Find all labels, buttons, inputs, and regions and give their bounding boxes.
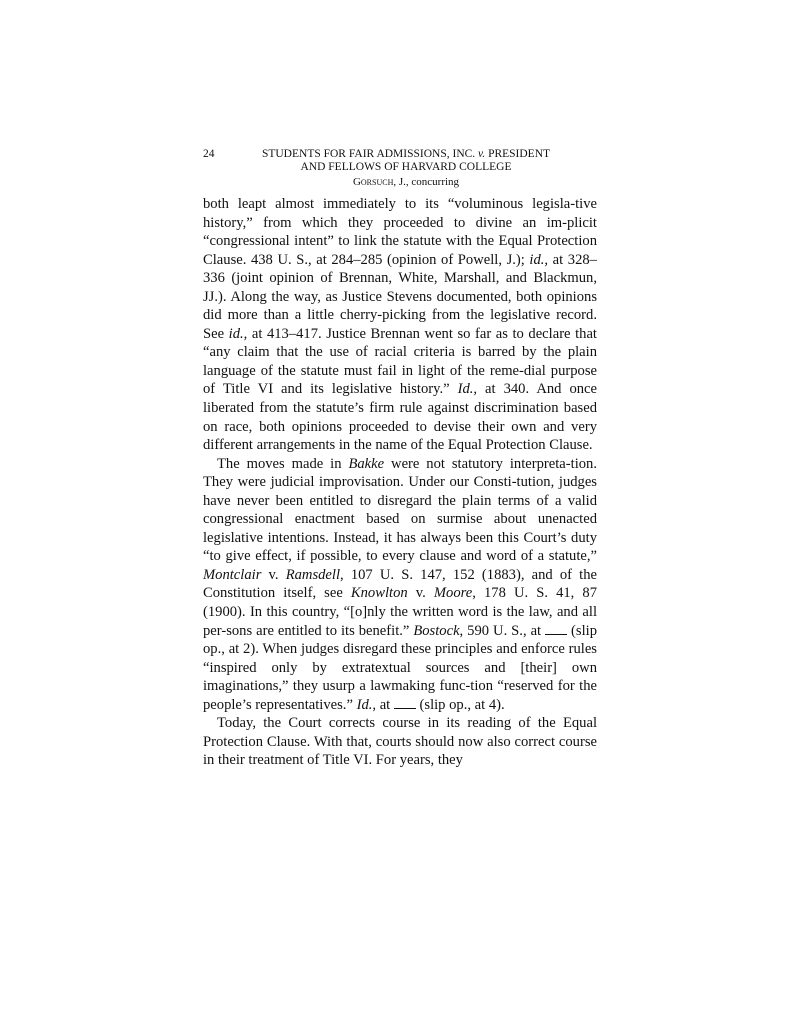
running-header — [203, 148, 597, 189]
case-title-line2: AND FELLOWS OF HARVARD COLLEGE — [300, 161, 512, 173]
paragraph-3: Today, the Court corrects course in its reading of the Equal Protection Clause. With that, courts should now also correct course in their treatment of Title VI. For years, they — [203, 715, 597, 769]
paragraph-1: both leapt almost immediately to its “voluminous legisla-tive history,” from which they proceeded to divine an im-plicit “congressional intent” to link the statute with the Equal Protection Clause. 438 U. S., at 284–285 (opinion of Powell, J.); id., at 328–336 (joint opinion of Brennan, White, Marshall, and Blackmun, JJ.). Along the way, as Justice Stevens documented, both opinions did more than a little cherry-picking from the legislative record. See id., at 413–417. Justice Brennan went so far as to declare that “any claim that the use of racial criteria is barred by the plain language of the statute must fail in light of the reme-dial purpose of Title VI and its legislative history.” Id., at 340. And once liberated from the statute’s firm rule against discrimination based on race, both opinions proceeded to devise their own and very different arrangements in the name of the Equal Protection Clause. — [203, 196, 597, 454]
opinion-body — [203, 195, 597, 770]
page-number: 24 — [203, 148, 215, 160]
case-title-line1: STUDENTS FOR FAIR ADMISSIONS, INC. v. PRESIDENT — [261, 148, 551, 160]
opinion-author: Gorsuch, J., concurring — [352, 176, 460, 188]
slip-op-blank — [394, 697, 416, 709]
opinion-page — [203, 148, 597, 770]
slip-op-blank — [545, 623, 567, 635]
paragraph-2: The moves made in Bakke were not statutory interpreta-tion. They were judicial improvisation. Under our Consti-tution, judges have never been entitled to disregard the plain terms of a valid congressional enactment based on surmise about unenacted legislative intentions. Instead, it has always been this Court’s duty “to give effect, if possible, to every clause and word of a statute,” Montclair v. Ramsdell, 107 U. S. 147, 152 (1883), and of the Constitution itself, see Knowlton v. Moore, 178 U. S. 41, 87 (1900). In this country, “[o]nly the written word is the law, and all per-sons are entitled to its benefit.” Bostock, 590 U. S., at (slip op., at 2). When judges disregard these principles and enforce rules “inspired only by extratextual sources and [their] own imaginations,” they usurp a lawmaking func-tion “reserved for the people’s representatives.” Id., at (slip op., at 4). — [203, 455, 598, 713]
